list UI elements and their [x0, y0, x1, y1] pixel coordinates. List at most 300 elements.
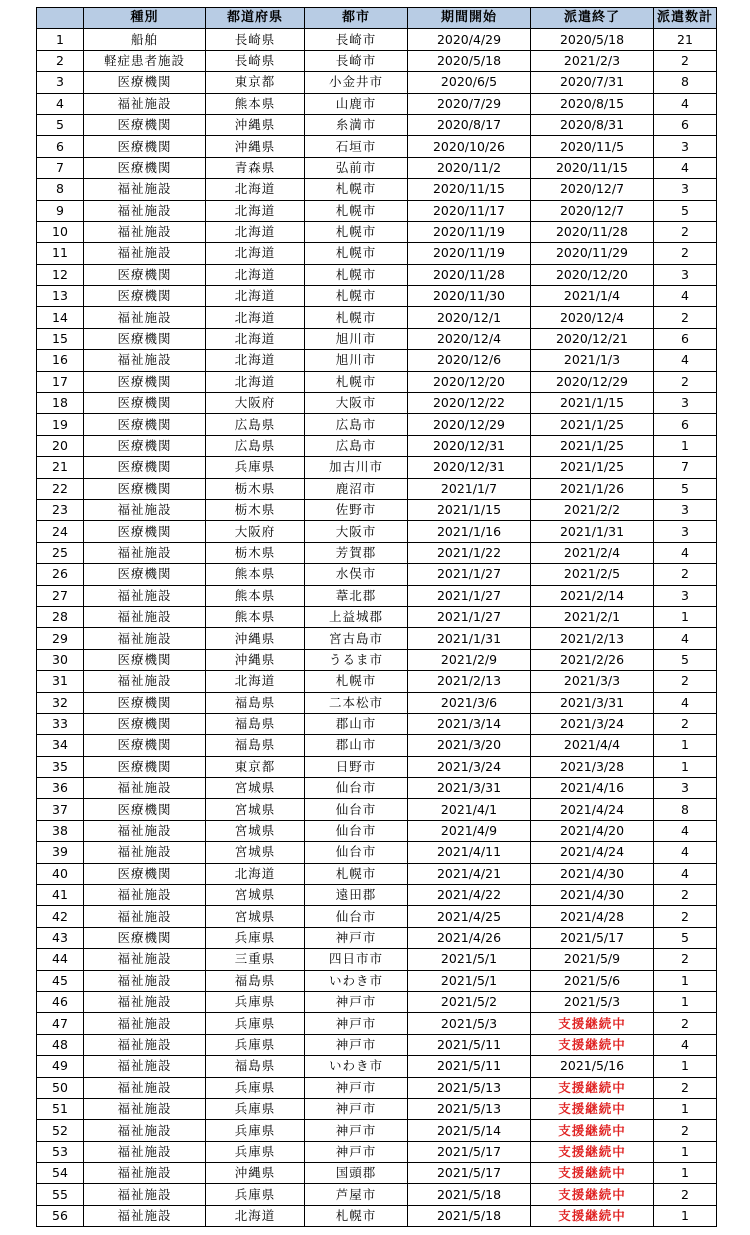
cell-dispatch-end: 2021/4/4 [531, 735, 654, 756]
table-row [37, 1098, 717, 1119]
cell-type: 福祉施設 [84, 1205, 206, 1226]
cell-dispatch-count: 6 [654, 414, 717, 435]
cell-dispatch-end: 2020/5/18 [531, 29, 654, 50]
cell-type: 福祉施設 [84, 221, 206, 242]
cell-city: 上益城郡 [305, 606, 408, 627]
cell-period-start: 2020/8/17 [408, 114, 531, 135]
cell-dispatch-end: 支援継続中 [531, 1205, 654, 1226]
cell-prefecture: 宮城県 [206, 885, 305, 906]
cell-dispatch-end: 2021/4/30 [531, 863, 654, 884]
cell-type: 福祉施設 [84, 606, 206, 627]
cell-prefecture: 兵庫県 [206, 991, 305, 1012]
table-row [37, 414, 717, 435]
header-no [37, 8, 84, 29]
table-row [37, 863, 717, 884]
cell-prefecture: 兵庫県 [206, 457, 305, 478]
cell-city: 大阪市 [305, 393, 408, 414]
cell-dispatch-end: 2020/11/15 [531, 157, 654, 178]
cell-city: 札幌市 [305, 371, 408, 392]
cell-dispatch-count: 5 [654, 478, 717, 499]
cell-no: 11 [37, 243, 84, 264]
table-row [37, 350, 717, 371]
cell-city: 旭川市 [305, 350, 408, 371]
cell-dispatch-count: 8 [654, 72, 717, 93]
cell-type: 医療機関 [84, 286, 206, 307]
cell-city: 芳賀郡 [305, 542, 408, 563]
cell-prefecture: 福島県 [206, 713, 305, 734]
cell-type: 福祉施設 [84, 93, 206, 114]
cell-city: 鹿沼市 [305, 478, 408, 499]
cell-city: 仙台市 [305, 906, 408, 927]
table-header-row [37, 8, 717, 29]
cell-no: 3 [37, 72, 84, 93]
table-row [37, 842, 717, 863]
cell-dispatch-count: 3 [654, 179, 717, 200]
cell-period-start: 2021/5/13 [408, 1077, 531, 1098]
cell-dispatch-count: 2 [654, 371, 717, 392]
cell-city: 加古川市 [305, 457, 408, 478]
cell-type: 福祉施設 [84, 671, 206, 692]
cell-city: 山鹿市 [305, 93, 408, 114]
cell-no: 50 [37, 1077, 84, 1098]
cell-city: 郡山市 [305, 713, 408, 734]
cell-city: 神戸市 [305, 1141, 408, 1162]
cell-prefecture: 兵庫県 [206, 927, 305, 948]
cell-city: 芦屋市 [305, 1184, 408, 1205]
cell-period-start: 2021/4/11 [408, 842, 531, 863]
cell-type: 福祉施設 [84, 1098, 206, 1119]
cell-type: 医療機関 [84, 756, 206, 777]
cell-type: 福祉施設 [84, 970, 206, 991]
cell-dispatch-count: 2 [654, 885, 717, 906]
cell-dispatch-count: 1 [654, 991, 717, 1012]
cell-dispatch-end: 2021/5/16 [531, 1056, 654, 1077]
cell-period-start: 2021/3/20 [408, 735, 531, 756]
cell-prefecture: 兵庫県 [206, 1077, 305, 1098]
cell-period-start: 2021/5/18 [408, 1184, 531, 1205]
cell-dispatch-count: 2 [654, 307, 717, 328]
table-row [37, 457, 717, 478]
cell-prefecture: 北海道 [206, 307, 305, 328]
cell-dispatch-end: 2020/7/31 [531, 72, 654, 93]
cell-type: 医療機関 [84, 478, 206, 499]
cell-type: 医療機関 [84, 393, 206, 414]
cell-dispatch-end: 2021/1/4 [531, 286, 654, 307]
cell-no: 14 [37, 307, 84, 328]
cell-period-start: 2021/4/22 [408, 885, 531, 906]
cell-period-start: 2021/3/6 [408, 692, 531, 713]
cell-period-start: 2021/5/11 [408, 1056, 531, 1077]
cell-city: 神戸市 [305, 1098, 408, 1119]
cell-type: 福祉施設 [84, 906, 206, 927]
cell-type: 軽症患者施設 [84, 50, 206, 71]
cell-dispatch-count: 1 [654, 970, 717, 991]
cell-city: 二本松市 [305, 692, 408, 713]
cell-city: 長崎市 [305, 50, 408, 71]
cell-dispatch-count: 1 [654, 435, 717, 456]
cell-no: 22 [37, 478, 84, 499]
cell-dispatch-end: 2021/4/24 [531, 799, 654, 820]
cell-prefecture: 北海道 [206, 179, 305, 200]
cell-period-start: 2020/12/31 [408, 435, 531, 456]
cell-dispatch-end: 支援継続中 [531, 1163, 654, 1184]
cell-prefecture: 栃木県 [206, 542, 305, 563]
cell-dispatch-end: 2021/2/14 [531, 585, 654, 606]
cell-period-start: 2021/5/1 [408, 970, 531, 991]
header-dispatch-end: 派遣終了 [531, 8, 654, 29]
cell-period-start: 2021/4/21 [408, 863, 531, 884]
table-row [37, 1077, 717, 1098]
cell-period-start: 2020/12/20 [408, 371, 531, 392]
cell-no: 36 [37, 778, 84, 799]
cell-dispatch-end: 2021/3/24 [531, 713, 654, 734]
cell-type: 医療機関 [84, 927, 206, 948]
cell-no: 10 [37, 221, 84, 242]
cell-prefecture: 兵庫県 [206, 1120, 305, 1141]
header-type: 種別 [84, 8, 206, 29]
cell-city: 宮古島市 [305, 628, 408, 649]
table-row [37, 307, 717, 328]
table-row [37, 927, 717, 948]
cell-city: 神戸市 [305, 1077, 408, 1098]
cell-dispatch-count: 5 [654, 649, 717, 670]
cell-dispatch-count: 2 [654, 1184, 717, 1205]
cell-period-start: 2021/5/17 [408, 1141, 531, 1162]
cell-prefecture: 熊本県 [206, 93, 305, 114]
cell-dispatch-count: 4 [654, 863, 717, 884]
cell-dispatch-end: 2021/2/5 [531, 564, 654, 585]
cell-no: 54 [37, 1163, 84, 1184]
cell-no: 56 [37, 1205, 84, 1226]
cell-dispatch-count: 1 [654, 1056, 717, 1077]
cell-period-start: 2021/5/2 [408, 991, 531, 1012]
cell-no: 40 [37, 863, 84, 884]
cell-dispatch-end: 2021/2/13 [531, 628, 654, 649]
table-row [37, 1013, 717, 1034]
table-row [37, 606, 717, 627]
cell-dispatch-count: 1 [654, 1098, 717, 1119]
cell-no: 52 [37, 1120, 84, 1141]
cell-type: 福祉施設 [84, 243, 206, 264]
cell-dispatch-count: 4 [654, 820, 717, 841]
cell-no: 8 [37, 179, 84, 200]
table-row [37, 1056, 717, 1077]
cell-dispatch-end: 2021/2/26 [531, 649, 654, 670]
cell-city: 石垣市 [305, 136, 408, 157]
cell-period-start: 2021/5/17 [408, 1163, 531, 1184]
cell-dispatch-count: 4 [654, 1034, 717, 1055]
table-row [37, 50, 717, 71]
dispatch-table [36, 7, 717, 1227]
table-row [37, 671, 717, 692]
cell-dispatch-end: 2021/1/25 [531, 457, 654, 478]
cell-dispatch-end: 2020/11/5 [531, 136, 654, 157]
cell-prefecture: 大阪府 [206, 393, 305, 414]
cell-type: 医療機関 [84, 371, 206, 392]
cell-dispatch-count: 2 [654, 221, 717, 242]
table-row [37, 949, 717, 970]
cell-type: 福祉施設 [84, 820, 206, 841]
table-row [37, 778, 717, 799]
cell-city: 仙台市 [305, 799, 408, 820]
cell-dispatch-count: 8 [654, 799, 717, 820]
cell-period-start: 2021/5/1 [408, 949, 531, 970]
cell-no: 31 [37, 671, 84, 692]
cell-no: 13 [37, 286, 84, 307]
cell-prefecture: 熊本県 [206, 585, 305, 606]
cell-city: 糸満市 [305, 114, 408, 135]
cell-period-start: 2020/12/29 [408, 414, 531, 435]
table-row [37, 1205, 717, 1226]
cell-dispatch-end: 2021/5/3 [531, 991, 654, 1012]
cell-period-start: 2021/2/13 [408, 671, 531, 692]
cell-no: 21 [37, 457, 84, 478]
cell-no: 47 [37, 1013, 84, 1034]
cell-city: 広島市 [305, 414, 408, 435]
cell-period-start: 2020/11/19 [408, 221, 531, 242]
cell-city: 日野市 [305, 756, 408, 777]
cell-prefecture: 北海道 [206, 371, 305, 392]
cell-dispatch-end: 2021/1/15 [531, 393, 654, 414]
cell-prefecture: 福島県 [206, 970, 305, 991]
cell-dispatch-end: 2020/11/28 [531, 221, 654, 242]
cell-type: 福祉施設 [84, 1120, 206, 1141]
table-row [37, 970, 717, 991]
cell-dispatch-count: 2 [654, 1013, 717, 1034]
table-row [37, 328, 717, 349]
cell-dispatch-count: 5 [654, 200, 717, 221]
cell-city: 郡山市 [305, 735, 408, 756]
cell-type: 医療機関 [84, 521, 206, 542]
cell-period-start: 2020/12/22 [408, 393, 531, 414]
cell-prefecture: 東京都 [206, 72, 305, 93]
cell-dispatch-end: 2021/4/28 [531, 906, 654, 927]
cell-dispatch-count: 2 [654, 564, 717, 585]
cell-no: 16 [37, 350, 84, 371]
cell-period-start: 2020/12/1 [408, 307, 531, 328]
table-row [37, 649, 717, 670]
cell-period-start: 2021/5/14 [408, 1120, 531, 1141]
table-row [37, 1034, 717, 1055]
cell-period-start: 2020/10/26 [408, 136, 531, 157]
cell-type: 医療機関 [84, 649, 206, 670]
cell-period-start: 2020/12/4 [408, 328, 531, 349]
cell-type: 医療機関 [84, 564, 206, 585]
table-row [37, 29, 717, 50]
cell-dispatch-count: 4 [654, 842, 717, 863]
cell-no: 2 [37, 50, 84, 71]
cell-dispatch-count: 2 [654, 243, 717, 264]
cell-type: 医療機関 [84, 457, 206, 478]
cell-dispatch-count: 4 [654, 157, 717, 178]
cell-prefecture: 宮城県 [206, 842, 305, 863]
table-row [37, 72, 717, 93]
table-body [37, 29, 717, 1227]
cell-dispatch-end: 支援継続中 [531, 1184, 654, 1205]
cell-dispatch-count: 3 [654, 393, 717, 414]
cell-dispatch-end: 2020/8/15 [531, 93, 654, 114]
cell-dispatch-count: 2 [654, 671, 717, 692]
header-prefecture: 都道府県 [206, 8, 305, 29]
cell-no: 9 [37, 200, 84, 221]
cell-prefecture: 三重県 [206, 949, 305, 970]
cell-dispatch-end: 2021/1/25 [531, 435, 654, 456]
cell-dispatch-count: 4 [654, 692, 717, 713]
table-row [37, 243, 717, 264]
cell-dispatch-end: 2021/2/4 [531, 542, 654, 563]
cell-prefecture: 長崎県 [206, 50, 305, 71]
table-row [37, 542, 717, 563]
cell-no: 32 [37, 692, 84, 713]
cell-dispatch-end: 2021/2/3 [531, 50, 654, 71]
cell-no: 1 [37, 29, 84, 50]
cell-dispatch-end: 2021/1/3 [531, 350, 654, 371]
table-row [37, 1184, 717, 1205]
cell-prefecture: 福島県 [206, 1056, 305, 1077]
cell-dispatch-end: 2021/4/16 [531, 778, 654, 799]
cell-type: 福祉施設 [84, 200, 206, 221]
cell-prefecture: 沖縄県 [206, 1163, 305, 1184]
cell-city: 神戸市 [305, 1013, 408, 1034]
table-row [37, 906, 717, 927]
cell-dispatch-end: 2021/3/3 [531, 671, 654, 692]
cell-period-start: 2021/1/22 [408, 542, 531, 563]
cell-dispatch-count: 1 [654, 735, 717, 756]
cell-no: 49 [37, 1056, 84, 1077]
cell-period-start: 2021/5/11 [408, 1034, 531, 1055]
cell-period-start: 2021/4/26 [408, 927, 531, 948]
table-row [37, 756, 717, 777]
cell-no: 33 [37, 713, 84, 734]
cell-type: 福祉施設 [84, 1163, 206, 1184]
cell-period-start: 2020/4/29 [408, 29, 531, 50]
cell-no: 35 [37, 756, 84, 777]
table-row [37, 735, 717, 756]
cell-no: 29 [37, 628, 84, 649]
cell-prefecture: 宮城県 [206, 799, 305, 820]
cell-no: 6 [37, 136, 84, 157]
table-row [37, 991, 717, 1012]
cell-period-start: 2021/5/3 [408, 1013, 531, 1034]
cell-dispatch-end: 支援継続中 [531, 1120, 654, 1141]
table-row [37, 179, 717, 200]
cell-dispatch-count: 2 [654, 1077, 717, 1098]
table-row [37, 820, 717, 841]
cell-no: 23 [37, 499, 84, 520]
cell-city: 札幌市 [305, 200, 408, 221]
table-row [37, 435, 717, 456]
cell-period-start: 2020/11/17 [408, 200, 531, 221]
cell-prefecture: 熊本県 [206, 564, 305, 585]
cell-city: 札幌市 [305, 286, 408, 307]
cell-prefecture: 広島県 [206, 414, 305, 435]
cell-no: 45 [37, 970, 84, 991]
cell-type: 福祉施設 [84, 1034, 206, 1055]
cell-dispatch-end: 支援継続中 [531, 1141, 654, 1162]
cell-type: 福祉施設 [84, 585, 206, 606]
cell-no: 28 [37, 606, 84, 627]
cell-dispatch-end: 2021/1/31 [531, 521, 654, 542]
cell-no: 38 [37, 820, 84, 841]
cell-dispatch-end: 支援継続中 [531, 1034, 654, 1055]
cell-dispatch-count: 1 [654, 756, 717, 777]
cell-dispatch-end: 2021/2/1 [531, 606, 654, 627]
cell-type: 福祉施設 [84, 991, 206, 1012]
cell-period-start: 2021/1/7 [408, 478, 531, 499]
cell-no: 5 [37, 114, 84, 135]
cell-prefecture: 宮城県 [206, 778, 305, 799]
cell-dispatch-count: 3 [654, 585, 717, 606]
cell-type: 医療機関 [84, 157, 206, 178]
table-row [37, 136, 717, 157]
cell-no: 48 [37, 1034, 84, 1055]
table-row [37, 93, 717, 114]
cell-dispatch-end: 支援継続中 [531, 1077, 654, 1098]
header-period-start: 期間開始 [408, 8, 531, 29]
cell-no: 7 [37, 157, 84, 178]
cell-city: 札幌市 [305, 863, 408, 884]
cell-period-start: 2021/1/27 [408, 564, 531, 585]
cell-city: 札幌市 [305, 1205, 408, 1226]
cell-dispatch-count: 4 [654, 542, 717, 563]
cell-period-start: 2021/5/13 [408, 1098, 531, 1119]
cell-dispatch-end: 2021/4/20 [531, 820, 654, 841]
cell-prefecture: 兵庫県 [206, 1013, 305, 1034]
cell-type: 福祉施設 [84, 542, 206, 563]
table-row [37, 1120, 717, 1141]
cell-prefecture: 北海道 [206, 221, 305, 242]
table-row [37, 713, 717, 734]
cell-dispatch-count: 2 [654, 906, 717, 927]
cell-prefecture: 沖縄県 [206, 628, 305, 649]
cell-type: 福祉施設 [84, 179, 206, 200]
cell-city: 長崎市 [305, 29, 408, 50]
table-row [37, 499, 717, 520]
cell-type: 医療機関 [84, 692, 206, 713]
cell-dispatch-count: 6 [654, 114, 717, 135]
cell-period-start: 2021/1/27 [408, 606, 531, 627]
cell-prefecture: 兵庫県 [206, 1098, 305, 1119]
cell-period-start: 2020/12/6 [408, 350, 531, 371]
cell-dispatch-count: 6 [654, 328, 717, 349]
cell-no: 15 [37, 328, 84, 349]
cell-period-start: 2020/12/31 [408, 457, 531, 478]
cell-dispatch-count: 1 [654, 1163, 717, 1184]
cell-type: 医療機関 [84, 72, 206, 93]
cell-city: 札幌市 [305, 671, 408, 692]
cell-dispatch-count: 7 [654, 457, 717, 478]
header-dispatch-count: 派遣数計 [654, 8, 717, 29]
cell-prefecture: 北海道 [206, 328, 305, 349]
cell-period-start: 2021/4/9 [408, 820, 531, 841]
cell-type: 福祉施設 [84, 949, 206, 970]
cell-city: いわき市 [305, 970, 408, 991]
table-row [37, 692, 717, 713]
cell-prefecture: 青森県 [206, 157, 305, 178]
cell-prefecture: 北海道 [206, 200, 305, 221]
cell-period-start: 2021/1/31 [408, 628, 531, 649]
cell-prefecture: 北海道 [206, 671, 305, 692]
cell-type: 船舶 [84, 29, 206, 50]
cell-dispatch-count: 5 [654, 927, 717, 948]
cell-type: 福祉施設 [84, 1141, 206, 1162]
cell-type: 福祉施設 [84, 307, 206, 328]
cell-type: 医療機関 [84, 435, 206, 456]
cell-dispatch-count: 1 [654, 606, 717, 627]
cell-city: 小金井市 [305, 72, 408, 93]
table-row [37, 628, 717, 649]
table-row [37, 799, 717, 820]
